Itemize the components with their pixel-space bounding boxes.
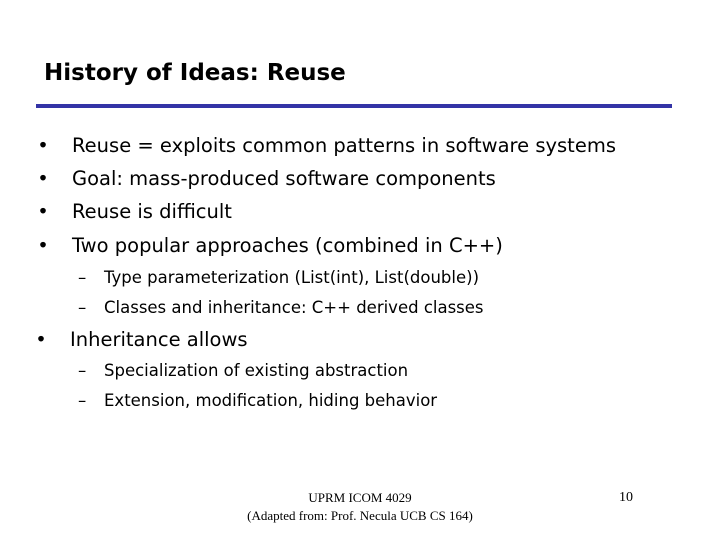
bullet-text: Inheritance allows — [70, 328, 248, 351]
sub-bullet-text: Extension, modification, hiding behavior — [104, 391, 438, 410]
bullet-marker: • — [37, 134, 49, 157]
bullet-item — [37, 199, 232, 225]
bullet-marker: • — [35, 328, 47, 351]
bullet-item — [37, 233, 503, 259]
bullet-item — [35, 327, 248, 353]
bullet-text: Two popular approaches (combined in C++) — [72, 234, 503, 257]
sub-bullet-item — [78, 297, 484, 319]
bullet-marker: • — [37, 167, 49, 190]
sub-bullet-text: Specialization of existing abstraction — [104, 361, 409, 380]
sub-bullet-item — [78, 390, 438, 412]
dash-marker: – — [78, 268, 87, 287]
footer-course: UPRM ICOM 4029 — [308, 490, 412, 505]
sub-bullet-text: Classes and inheritance: C++ derived classes — [104, 298, 484, 317]
bullet-item — [37, 133, 616, 159]
bullet-marker: • — [37, 234, 49, 257]
bullet-item — [37, 166, 496, 192]
sub-bullet-item — [78, 267, 480, 289]
bullet-text: Goal: mass-produced software components — [72, 167, 496, 190]
slide-title: History of Ideas: Reuse — [44, 60, 346, 86]
title-underline — [36, 104, 672, 108]
sub-bullet-text: Type parameterization (List(int), List(double)) — [104, 268, 480, 287]
dash-marker: – — [78, 298, 87, 317]
bullet-marker: • — [37, 200, 49, 223]
dash-marker: – — [78, 391, 87, 410]
footer-attribution: (Adapted from: Prof. Necula UCB CS 164) — [247, 508, 473, 523]
dash-marker: – — [78, 361, 87, 380]
sub-bullet-item — [78, 360, 409, 382]
bullet-text: Reuse = exploits common patterns in software systems — [72, 134, 616, 157]
bullet-text: Reuse is difficult — [72, 200, 232, 223]
page-number: 10 — [619, 490, 633, 505]
